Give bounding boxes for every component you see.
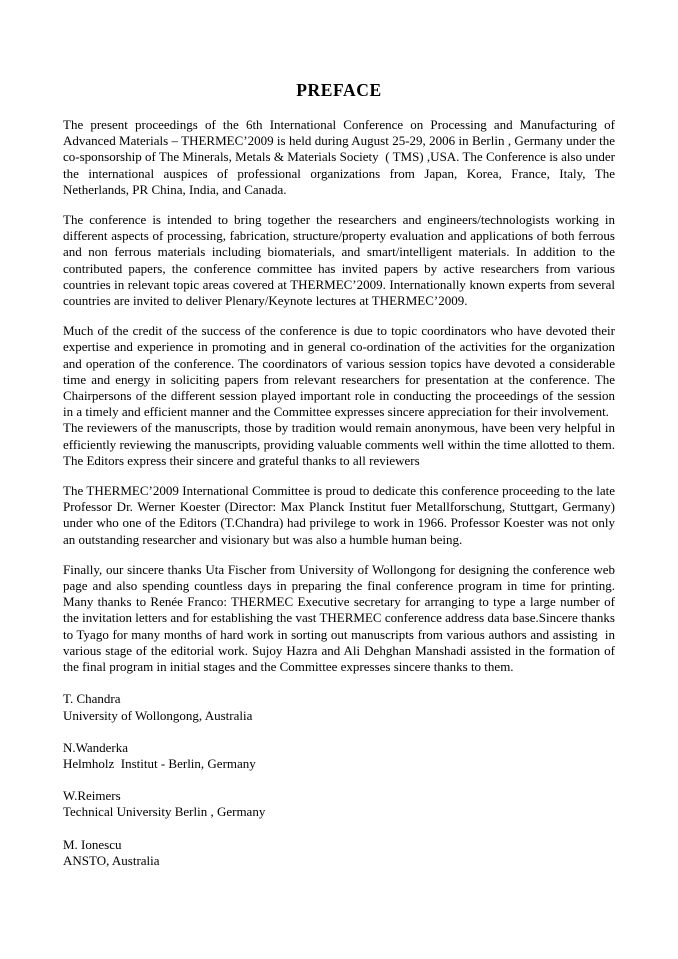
signatory-affiliation: University of Wollongong, Australia	[63, 707, 253, 723]
signatory-affiliation: ANSTO, Australia	[63, 852, 160, 868]
paragraph-block-5	[63, 561, 619, 675]
signatory-wanderka	[63, 740, 615, 772]
signatory-name: M. Ionescu	[63, 836, 122, 852]
signatory-chandra	[63, 691, 615, 723]
paragraph-coordinators-credit: Much of the credit of the success of the conference is due to topic coordinators who have devoted their expertise and experience in promoting and in general co-ordination of the activities for the organization and operation of the conference. The coordinators of various session topics have devoted a considerable time and energy in soliciting papers from relevant researchers for presentation at the conference. The Chairpersons of the different session played important role in conducting the proceedings of the session in a timely and efficient manner and the Committee expresses sincere appreciation for their involvement.	[63, 323, 619, 420]
signatory-name: W.Reimers	[63, 788, 121, 804]
paragraph-block-2	[63, 212, 619, 309]
document-body	[63, 0, 619, 869]
paragraph-conference-overview: The present proceedings of the 6th International Conference on Processing and Manufacturing of Advanced Materials – THERMEC’2009 is held during August 25-29, 2006 in Berlin , Germany under the co-sponsorship of The Minerals, Metals & Materials Society ( TMS) ,USA. The Conference is also under the international auspices of professional organizations from Japan, Korea, France, Italy, The Netherlands, PR China, India, and Canada.	[63, 117, 619, 197]
signature-block	[63, 691, 615, 869]
signatory-ionescu	[63, 837, 615, 869]
signatory-reimers	[63, 788, 615, 820]
paragraph-block-1	[63, 117, 619, 198]
page-title: PREFACE	[296, 80, 382, 100]
paragraph-acknowledgements: Finally, our sincere thanks Uta Fischer from University of Wollongong for designing the conference web page and also spending countless days in preparing the final conference program in time for printing. Many thanks to Renée Franco: THERMEC Executive secretary for arranging to type a large number of the invitation letters and for establishing the vast THERMEC conference address data base.Sincere thanks to Tyago for many months of hard work in sorting out manuscripts from various authors and assisting in various stage of the editorial work. Sujoy Hazra and Ali Dehghan Manshadi assisted in the formation of the final program in initial stages and the Committee expresses sincere thanks to them.	[63, 561, 619, 675]
paragraph-conference-scope: The conference is intended to bring together the researchers and engineers/technologists working in different aspects of processing, fabrication, structure/property evaluation and applications of both ferrous and non ferrous materials including biomaterials, and smart/intelligent materials. In addition to the contributed papers, the conference committee has invited papers by active researchers from various countries in relevant topic areas covered at THERMEC’2009. Internationally known experts from several countries are invited to deliver Plenary/Keynote lectures at THERMEC’2009.	[63, 212, 619, 309]
paragraph-reviewers-thanks: The reviewers of the manuscripts, those by tradition would remain anonymous, have been very helpful in efficiently reviewing the manuscripts, providing valuable comments well within the time allotted to them. The Editors express their sincere and grateful thanks to all reviewers	[63, 420, 619, 468]
signatory-affiliation: Helmholz Institut - Berlin, Germany	[63, 755, 256, 771]
signatory-affiliation: Technical University Berlin , Germany	[63, 804, 266, 820]
paragraph-dedication-koester: The THERMEC’2009 International Committee is proud to dedicate this conference proceeding to the late Professor Dr. Werner Koester (Director: Max Planck Institut fuer Metallforschung, Stuttgart, Germany) under who one of the Editors (T.Chandra) had privilege to work in 1966. Professor Koester was not only an outstanding researcher and visionary but was also a humble human being.	[63, 483, 619, 547]
paragraph-block-3	[63, 323, 619, 469]
signatory-name: N.Wanderka	[63, 739, 129, 755]
signatory-name: T. Chandra	[63, 691, 121, 707]
paragraph-block-4	[63, 483, 619, 548]
